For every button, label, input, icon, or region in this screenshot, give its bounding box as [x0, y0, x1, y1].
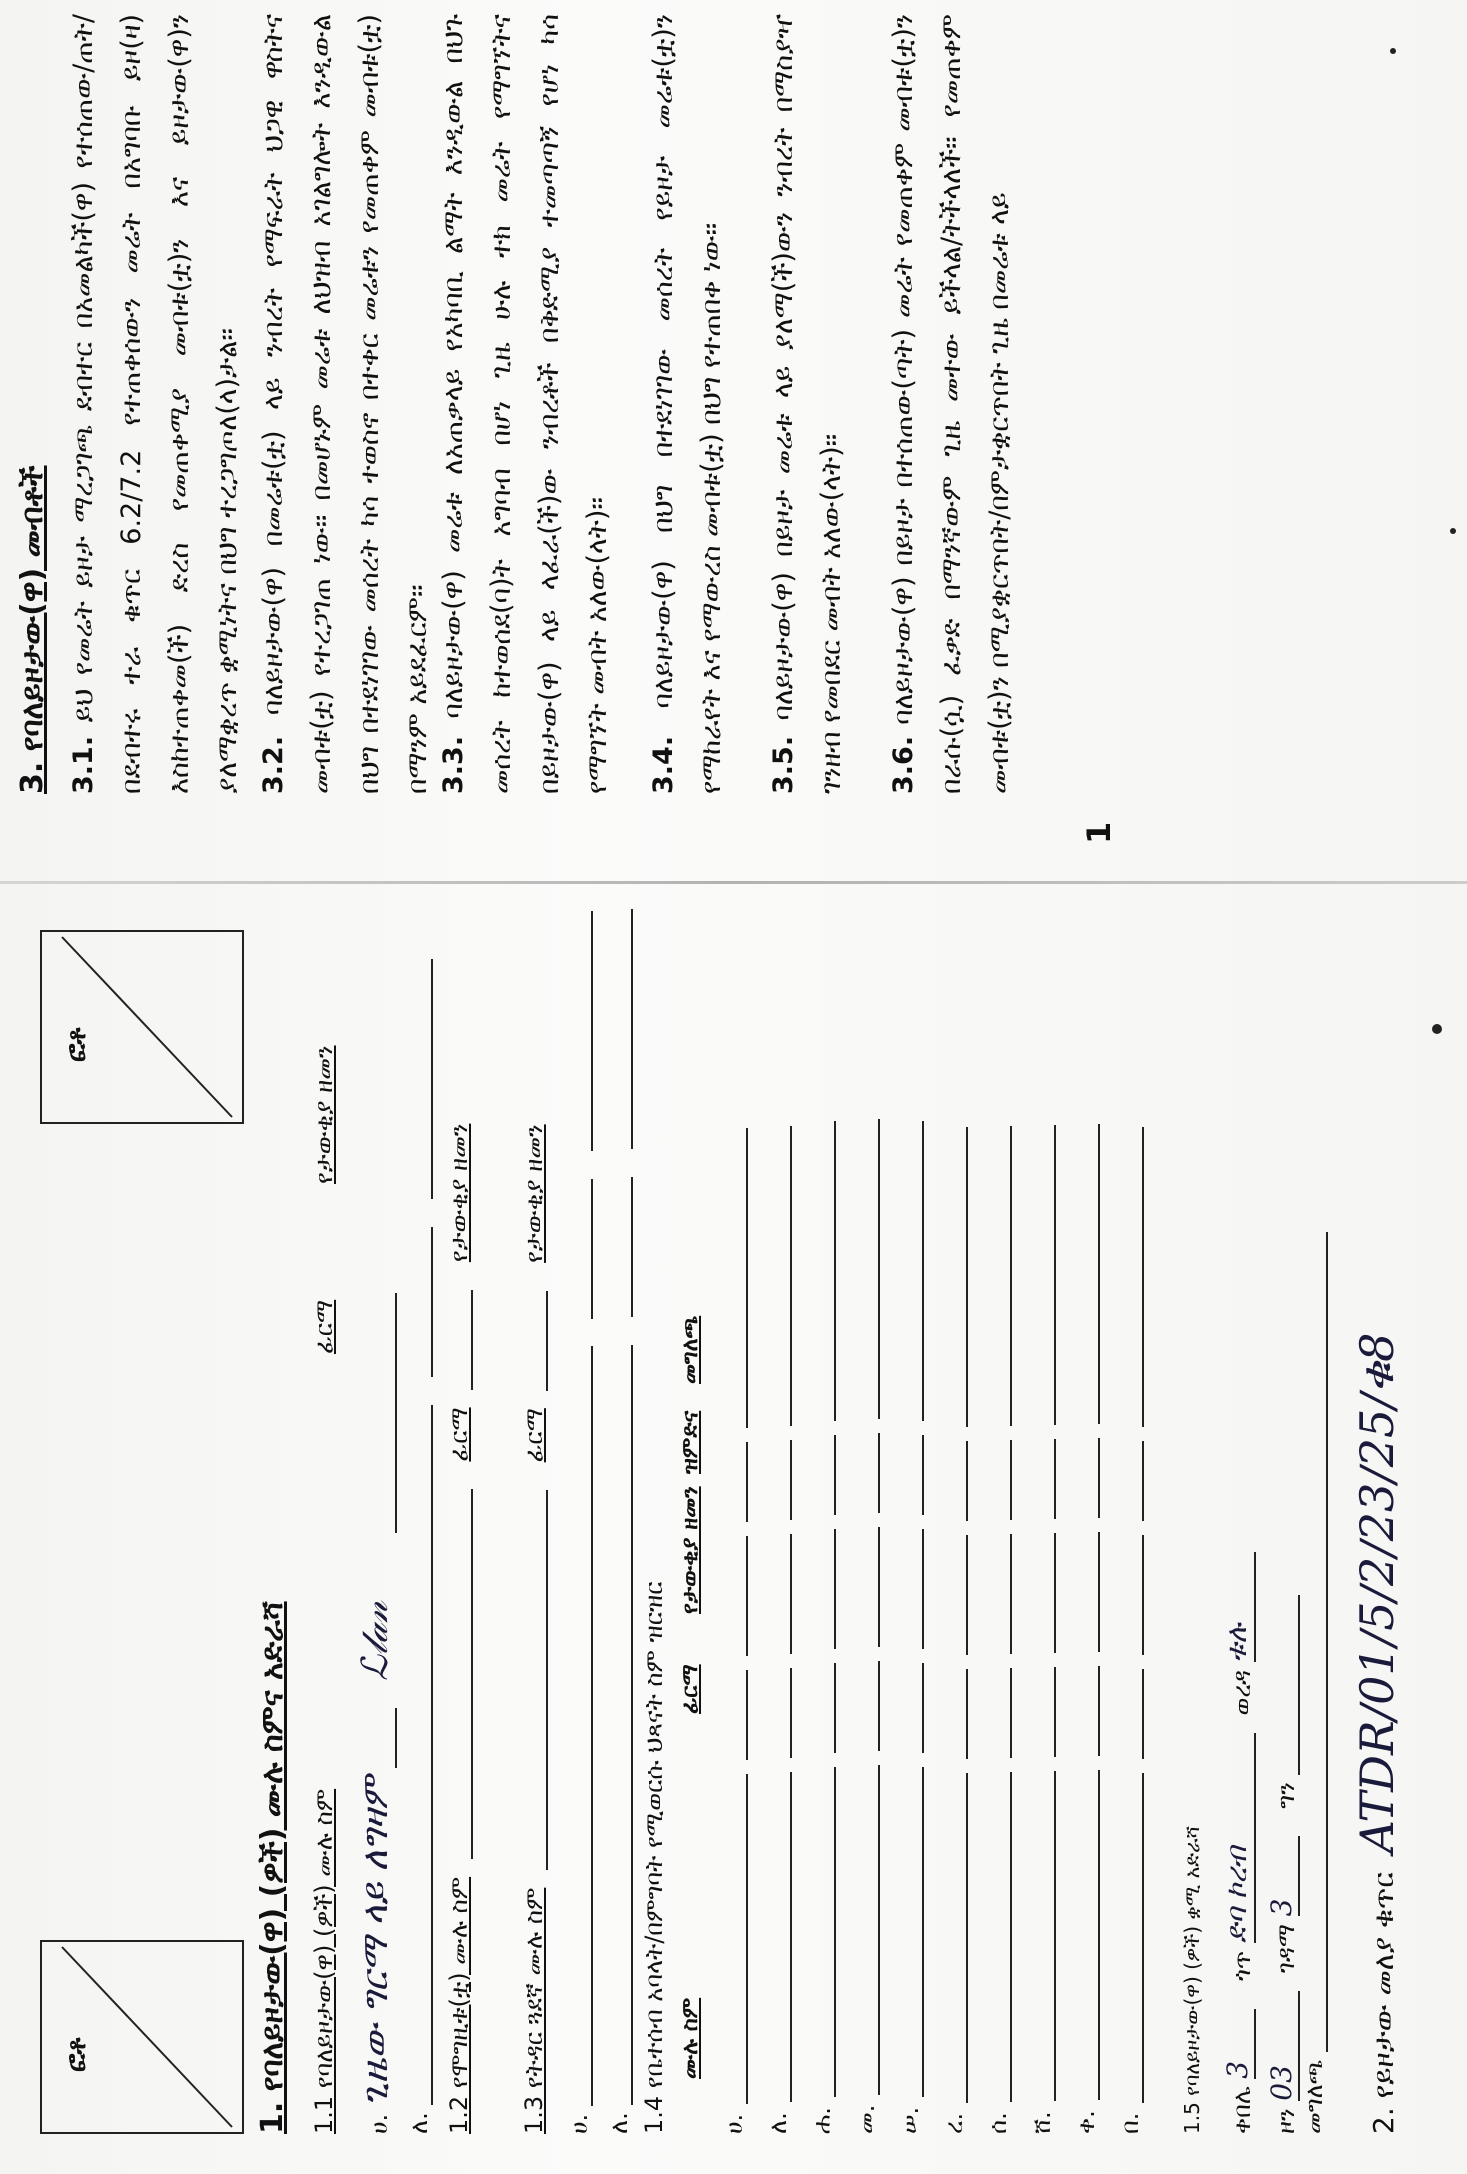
- family-row: [1028, 1125, 1056, 2134]
- address-row-2: [1265, 1595, 1300, 2134]
- family-row: [1116, 1127, 1144, 2134]
- blank-line: [878, 1765, 880, 2095]
- paragraph-text: ባለይዞታው(ዋ) በመሬቱ(ቷ) ላይ ንብረት የማፍራት ህጋዊ ዋስትና መብቱ(ቷ) የተረጋገጠ ነው። በመሆኑም መሬቱ ለህዝብ አገልግሎት እንዲውል በህግ በተደነገገው መሰረት ካሳ ተወስኖ በተቀር መሬቱን የመጠቀም መብቱ(ቷ) በማንም አይደፈርም።: [258, 14, 433, 794]
- row-letter: መ.: [852, 2104, 880, 2134]
- page-fold: [0, 881, 1467, 884]
- row-letter: ሠ.: [896, 2106, 924, 2134]
- blank-line: [878, 1527, 880, 1647]
- s11-label: 1.1 የባለይዞታው(ዋ) (ዎች) ሙሉ ስም: [310, 1788, 338, 2134]
- photo-label: ፎቶ: [62, 1027, 92, 1062]
- blank-line: [966, 1535, 968, 1655]
- scan-speck: [1450, 528, 1456, 534]
- blank-line: [790, 1772, 792, 2102]
- blank-line: [1098, 1532, 1100, 1652]
- family-row: [808, 1121, 836, 2134]
- paragraph-number: 3.6.: [888, 735, 919, 794]
- id-column-head: የታውቂያ ዘመን: [310, 1045, 338, 1184]
- blank-line: [1098, 1666, 1100, 1756]
- paragraph-number: 3.1.: [68, 735, 99, 794]
- right-paragraph: [60, 14, 252, 794]
- blank-line: [1010, 1668, 1012, 1758]
- blank-line: [966, 1127, 968, 1427]
- blank-line: [1098, 1770, 1100, 2100]
- woreda-label: ወረዳ: [1228, 1670, 1256, 1716]
- blank-line: [966, 1441, 968, 1521]
- scan-speck: [1390, 48, 1396, 54]
- section-1-title: 1. የባለይዞታው(ዋ) (ዎች) ሙሉ ስምና አድራሻ: [255, 1601, 290, 2134]
- blank-line: [1010, 1126, 1012, 1426]
- row-letter: ሀ.: [365, 2113, 393, 2134]
- blank-line: [1010, 1772, 1012, 2102]
- blank-line: [1010, 1440, 1012, 1520]
- paragraph-text: ባለይዞታው(ዋ) በህግ በተደነገገው መሰረት የይዞታ መሬቱ(ቷ)ን የማከራየት እና የማውረስ መብቱ(ቷ) በህግ የተጠበቀ ነው።: [648, 14, 727, 794]
- paragraph-number: 3.2.: [258, 735, 289, 794]
- house-value: 3: [1265, 1836, 1300, 1916]
- right-paragraph: [430, 14, 622, 794]
- s12-row: [445, 1124, 473, 2134]
- blank-line: [746, 1536, 748, 1656]
- blank-line: [1142, 1535, 1144, 1655]
- s14-col-remark: መግለጫ: [678, 1315, 703, 1384]
- blank-line: [922, 1435, 924, 1515]
- row-letter: ረ.: [940, 2112, 968, 2134]
- blank-line: [790, 1534, 792, 1654]
- s14-col-relation: ዝምድና: [678, 1410, 703, 1474]
- house-label: ገዳማ: [1272, 1923, 1300, 1974]
- s13-label: 1.3 የትዳር ጓደኛ ሙሉ ስም: [520, 1887, 548, 2134]
- paragraph-number: 3.5.: [768, 735, 799, 794]
- blank-line: [834, 1435, 836, 1515]
- blank-line: [790, 1126, 792, 1426]
- family-row: [764, 1126, 792, 2134]
- s14-col-sign: ፊርማ: [678, 1664, 703, 1714]
- row-letter: ሀ.: [565, 2113, 593, 2134]
- section-3-title: 3. የባለይዞታው(ዋ) መብቶች: [15, 465, 50, 794]
- blank-line: [834, 1767, 836, 2097]
- row-letter: ለ.: [605, 2112, 633, 2134]
- blank-line: [1098, 1438, 1100, 1518]
- phone-label: ግን: [1272, 1782, 1300, 1809]
- address-row-1: [1220, 1552, 1256, 2134]
- row-letter: ሀ.: [720, 2113, 748, 2134]
- blank-line: [1142, 1441, 1144, 1521]
- family-row: [852, 1119, 880, 2134]
- address-row-3: [1300, 1232, 1328, 2134]
- paragraph-number: 3.4.: [648, 735, 679, 794]
- s11-row-a: [355, 1293, 397, 2134]
- blank-line: [834, 1663, 836, 1753]
- right-paragraph: [250, 14, 442, 794]
- paragraph-text: ባለይዞታው(ዋ) በይዞታ በተሰጠው(ጣት) መሬት የመጠቀም መብቱ(ቷ)ን በራሱ(ሷ) ፈቃድ በማንኛውም ጊዜ መተው ይችላል/ትችላለች። የመጠቀም መብቱ(ቷ)ን በሚያቋርጥበት/በምታቋርጥበት ጊዜ በመሬቱ ላይ: [888, 14, 1015, 794]
- blank-line: [922, 1663, 924, 1753]
- s14-col-name: ሙሉ ስም: [678, 1997, 703, 2079]
- blank-line: [834, 1529, 836, 1649]
- blank-line: [922, 1767, 924, 2097]
- kebele-value: 3: [1221, 2009, 1256, 2079]
- family-row: [1072, 1124, 1100, 2134]
- blank-line: [878, 1433, 880, 1513]
- row-letter: ሐ.: [808, 2107, 836, 2134]
- s15-label: 1.5 የባለይዞታው(ዋ) (ዎች) ቋሚ አድራሻ: [1180, 1826, 1204, 2134]
- row-letter: ሸ.: [1028, 2111, 1056, 2134]
- s13-row-a: [565, 911, 593, 2134]
- sign-column-head: ፊርማ: [310, 1299, 338, 1354]
- section-2-row: [1350, 1333, 1406, 2134]
- family-row: [896, 1121, 924, 2134]
- s12-label: 1.2 የሞግዚቱ(ቷ) ሙሉ ስም: [445, 1876, 473, 2134]
- photo-box-2: [40, 930, 244, 1124]
- paragraph-number: 3.3.: [438, 735, 469, 794]
- owner-name-handwritten: ጊዜው ግርማ ላይ ለግዛም: [355, 1776, 396, 2107]
- blank-line: [966, 1669, 968, 1759]
- sign-column-head: ፊርማ: [445, 1407, 473, 1462]
- blank-line: [1054, 1771, 1056, 2101]
- paragraph-text: ባለይዞታው(ዋ) በይዞታ መሬቱ ላይ ያለማ(ች)ውን ንብረት በማስያዣ ገንዘብ የመበደር መብት አለው(ላት)።: [768, 14, 847, 794]
- right-paragraph: [760, 14, 856, 794]
- blank-line: [1010, 1534, 1012, 1654]
- id-column-head: የታውቂያ ዘመን: [445, 1123, 473, 1263]
- row-letter: ለ.: [405, 2112, 433, 2134]
- scan-speck: [1432, 1024, 1442, 1034]
- blank-line: [746, 1670, 748, 1760]
- blank-line: [922, 1121, 924, 1421]
- s13-row: [520, 1124, 548, 2134]
- blank-line: [878, 1119, 880, 1419]
- s14-label: 1.4 የቤተሰብ አባላት/በምግባት የሚወርሱ ህጻናት ስም ዝርዝር: [640, 1581, 668, 2134]
- blank-line: [790, 1668, 792, 1758]
- kebele-label: ቀበሌ: [1228, 2086, 1256, 2134]
- blank-line: [1054, 1439, 1056, 1519]
- blank-line: [1054, 1667, 1056, 1757]
- zone-value: 03: [1265, 1991, 1300, 2101]
- s11-row-b: [405, 959, 433, 2134]
- s13-row-b: [605, 909, 633, 2134]
- id-column-head: የታውቂያ ዘመን: [520, 1124, 548, 1263]
- row-letter: ለ.: [764, 2112, 792, 2134]
- blank-line: [746, 1774, 748, 2104]
- blank-line: [1054, 1125, 1056, 1425]
- blank-line: [1054, 1533, 1056, 1653]
- row-letter: ሰ.: [984, 2112, 1012, 2134]
- paragraph-text: ባለይዞታው(ዋ) መሬቱ ለአጠቃላይ የአካባቢ ልማት እንዲውል በህጉ መሰረት ከተወሰደ(ባ)ት አግባብ በሆነ ጊዜ ሁሉ ተክ መሬት የማግኘትና በይዞታው(ዋ) ላይ ላፈራ(ች)ው ንብረቶች በቅድሚያ ተመጣጣኝ የሆነ ካሳ የማግኘት መብት አለው(ላት)።: [438, 14, 613, 794]
- blank-line: [746, 1128, 748, 1428]
- blank-line: [878, 1661, 880, 1751]
- blank-line: [746, 1442, 748, 1522]
- photo-box-1: [40, 1940, 244, 2134]
- zone-label: ዞን: [1272, 2108, 1300, 2134]
- holding-id-handwritten: ATDR/01/5/2/23/25/ቁ8: [1350, 1332, 1404, 1854]
- family-row: [940, 1127, 968, 2134]
- family-row: [984, 1126, 1012, 2134]
- woreda-value: ቱሉ: [1220, 1552, 1256, 1662]
- owner-signature: ℒ𝓁𝒶𝓃: [355, 1601, 396, 1681]
- paragraph-text: ይህ የመሬት ይዞታ ማረጋገጫ ደብተር በአመልካች(ዋ) የተሰጠው/ጠት/ በደብተሩ ተራ ቁጥር 6.2/7.2 የተጠቀሰውን መሬት በአግባቡ ይዞ(ዛ) እስከተጠቀመ(ች) ድረስ የመጠቀሚያ መብቱ(ቷ)ን እና ይዞታው(ዋ)ን ያለማቋረጥ ቋሚነትና በህግ ተረጋግጦለ(ላ)ታል።: [68, 14, 243, 794]
- row-letter: በ.: [1116, 2112, 1144, 2134]
- blank-line: [1142, 1127, 1144, 1427]
- sign-column-head: ፊርማ: [520, 1408, 548, 1463]
- page-number: 1: [1080, 821, 1118, 844]
- gott-value: ድባ ኮረብ: [1220, 1733, 1256, 1943]
- other-label: መግለጫ: [1300, 2059, 1328, 2134]
- right-paragraph: [640, 14, 736, 794]
- photo-label: ፎቶ: [62, 2037, 92, 2072]
- family-row: [720, 1128, 748, 2134]
- blank-line: [1142, 1773, 1144, 2103]
- row-letter: ቀ.: [1072, 2110, 1100, 2134]
- blank-line: [834, 1121, 836, 1421]
- gott-label: ጎጥ: [1228, 1950, 1256, 1982]
- blank-line: [790, 1440, 792, 1520]
- s2-label: 2. የይዞታው መለያ ቁጥር: [1367, 1872, 1400, 2134]
- blank-line: [922, 1529, 924, 1649]
- blank-line: [1142, 1669, 1144, 1759]
- blank-line: [1098, 1124, 1100, 1424]
- s14-col-id: የታውቂያ ዘመን: [678, 1486, 703, 1614]
- right-paragraph: [880, 14, 1024, 794]
- blank-line: [966, 1773, 968, 2103]
